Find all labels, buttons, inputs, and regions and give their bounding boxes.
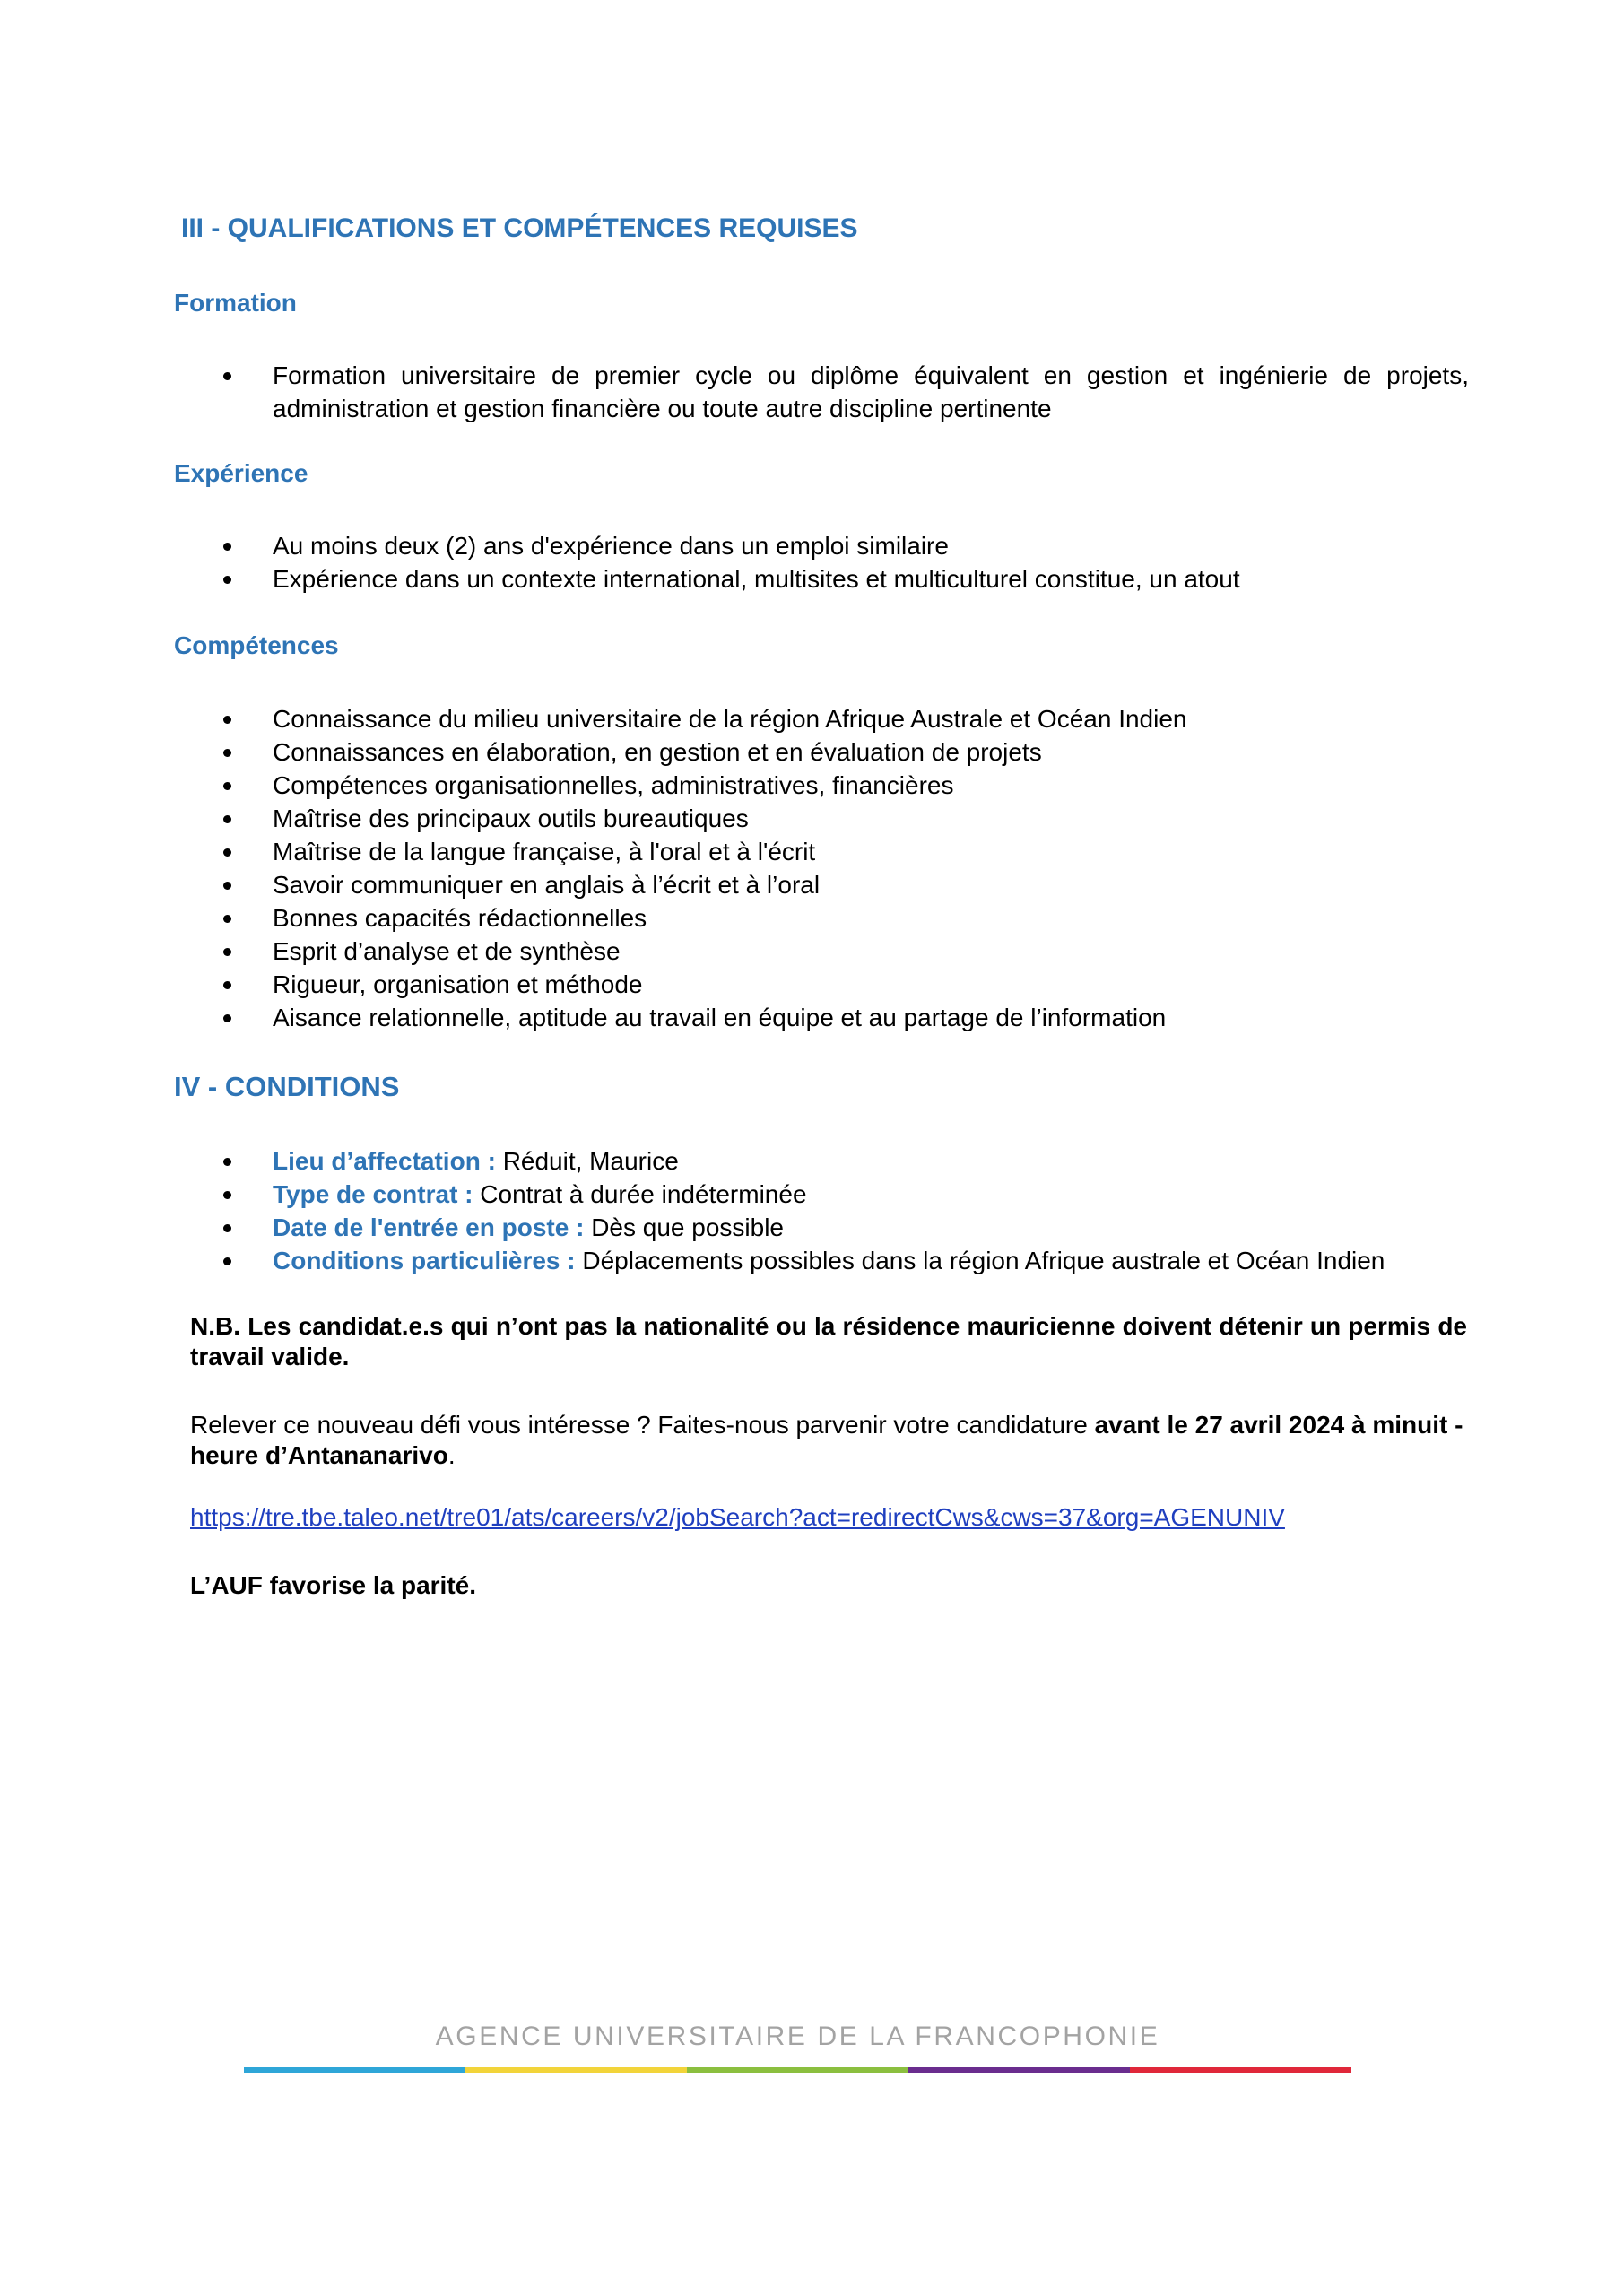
- list-item: [0, 1144, 1469, 1178]
- list-item-text: Rigueur, organisation et méthode: [273, 970, 643, 998]
- bullet-icon: [223, 1224, 231, 1232]
- list-item: [0, 835, 1469, 868]
- list-item: [0, 529, 1469, 562]
- list-item-text: Savoir communiquer en anglais à l’écrit et à l’oral: [273, 871, 821, 899]
- list-item: [0, 359, 1469, 425]
- list-item: [0, 935, 1469, 968]
- bullet-icon: [223, 1014, 231, 1022]
- condition-value: Contrat à durée indéterminée: [480, 1180, 807, 1208]
- condition-value: Déplacements possibles dans la région Afrique australe et Océan Indien: [582, 1247, 1385, 1274]
- bullet-icon: [223, 543, 231, 551]
- apply-text: Relever ce nouveau défi vous intéresse ? Faites-nous parvenir votre candidature: [190, 1411, 1088, 1439]
- color-bar-segment: [1130, 2067, 1351, 2073]
- list-item: [0, 1211, 1469, 1244]
- list-item-text: Expérience dans un contexte international, multisites et multiculturel constitue, un atout: [273, 565, 1240, 593]
- list-item: [0, 802, 1469, 835]
- color-bar-segment: [465, 2067, 687, 2073]
- bullet-icon: [223, 749, 231, 757]
- bullet-icon: [223, 716, 231, 724]
- apply-deadline: avant le 27 avril 2024 à minuit - heure d’Antananarivo: [190, 1411, 1463, 1469]
- bullet-icon: [223, 915, 231, 923]
- list-item: [0, 1178, 1469, 1211]
- list-item-text: Connaissances en élaboration, en gestion et en évaluation de projets: [273, 738, 1042, 766]
- bullet-icon: [223, 815, 231, 823]
- list-item-text: Au moins deux (2) ans d'expérience dans un emploi similaire: [273, 532, 949, 560]
- heading-competences: Compétences: [174, 631, 339, 659]
- list-item-text: Maîtrise des principaux outils bureautiques: [273, 804, 749, 832]
- experience-list: [0, 529, 1469, 596]
- bullet-icon: [223, 948, 231, 956]
- section-title-conditions: IV - CONDITIONS: [174, 1071, 400, 1102]
- bullet-icon: [223, 576, 231, 584]
- color-bar-segment: [244, 2067, 465, 2073]
- condition-label: Date de l'entrée en poste :: [273, 1213, 585, 1241]
- list-item-text: Bonnes capacités rédactionnelles: [273, 904, 647, 932]
- list-item: [0, 1001, 1469, 1034]
- bullet-icon: [223, 1191, 231, 1199]
- list-item: [0, 901, 1469, 935]
- list-item-text: Formation universitaire de premier cycle ou diplôme équivalent en gestion et ingénierie de projets, administration et gestion financière ou toute autre discipline pertinente: [273, 361, 1469, 422]
- list-item: [0, 702, 1469, 735]
- condition-value: Dès que possible: [591, 1213, 785, 1241]
- bullet-icon: [223, 882, 231, 890]
- list-item: [0, 968, 1469, 1001]
- nationality-note: N.B. Les candidat.e.s qui n’ont pas la nationalité ou la résidence mauricienne doivent détenir un permis de travail valide.: [190, 1312, 1467, 1370]
- list-item-text: Maîtrise de la langue française, à l'oral et à l'écrit: [273, 838, 816, 865]
- color-bar-segment: [687, 2067, 908, 2073]
- parity-statement: L’AUF favorise la parité.: [190, 1571, 476, 1599]
- list-item: [0, 1244, 1469, 1277]
- condition-label: Type de contrat :: [273, 1180, 473, 1208]
- link-paragraph: [190, 1502, 1467, 1533]
- footer-agency-name: AGENCE UNIVERSITAIRE DE LA FRANCOPHONIE: [435, 2022, 1160, 2051]
- condition-value: Réduit, Maurice: [502, 1147, 679, 1175]
- heading-formation: Formation: [174, 289, 297, 317]
- condition-label: Lieu d’affectation :: [273, 1147, 496, 1175]
- bullet-icon: [223, 372, 231, 380]
- color-bar-segment: [908, 2067, 1130, 2073]
- competences-list: [0, 702, 1469, 1034]
- conditions-list: [0, 1144, 1469, 1277]
- bullet-icon: [223, 981, 231, 989]
- formation-list: [0, 359, 1469, 425]
- bullet-icon: [223, 782, 231, 790]
- condition-label: Conditions particulières :: [273, 1247, 576, 1274]
- heading-experience: Expérience: [174, 459, 308, 487]
- application-link[interactable]: https://tre.tbe.taleo.net/tre01/ats/careers/v2/jobSearch?act=redirectCws&cws=37&org=AGENUNIV: [190, 1503, 1285, 1531]
- list-item-text: Esprit d’analyse et de synthèse: [273, 937, 621, 965]
- bullet-icon: [223, 1158, 231, 1166]
- apply-paragraph: [190, 1410, 1467, 1471]
- list-item: [0, 562, 1469, 596]
- footer-color-bar: [244, 2067, 1351, 2073]
- list-item-text: Aisance relationnelle, aptitude au travail en équipe et au partage de l’information: [273, 1004, 1167, 1031]
- apply-end: .: [447, 1441, 456, 1469]
- list-item: [0, 868, 1469, 901]
- list-item-text: Connaissance du milieu universitaire de la région Afrique Australe et Océan Indien: [273, 705, 1187, 733]
- list-item: [0, 735, 1469, 769]
- section-title-qualifications: III - QUALIFICATIONS ET COMPÉTENCES REQUISES: [181, 213, 858, 243]
- bullet-icon: [223, 1257, 231, 1265]
- list-item-text: Compétences organisationnelles, administratives, financières: [273, 771, 954, 799]
- list-item: [0, 769, 1469, 802]
- bullet-icon: [223, 848, 231, 857]
